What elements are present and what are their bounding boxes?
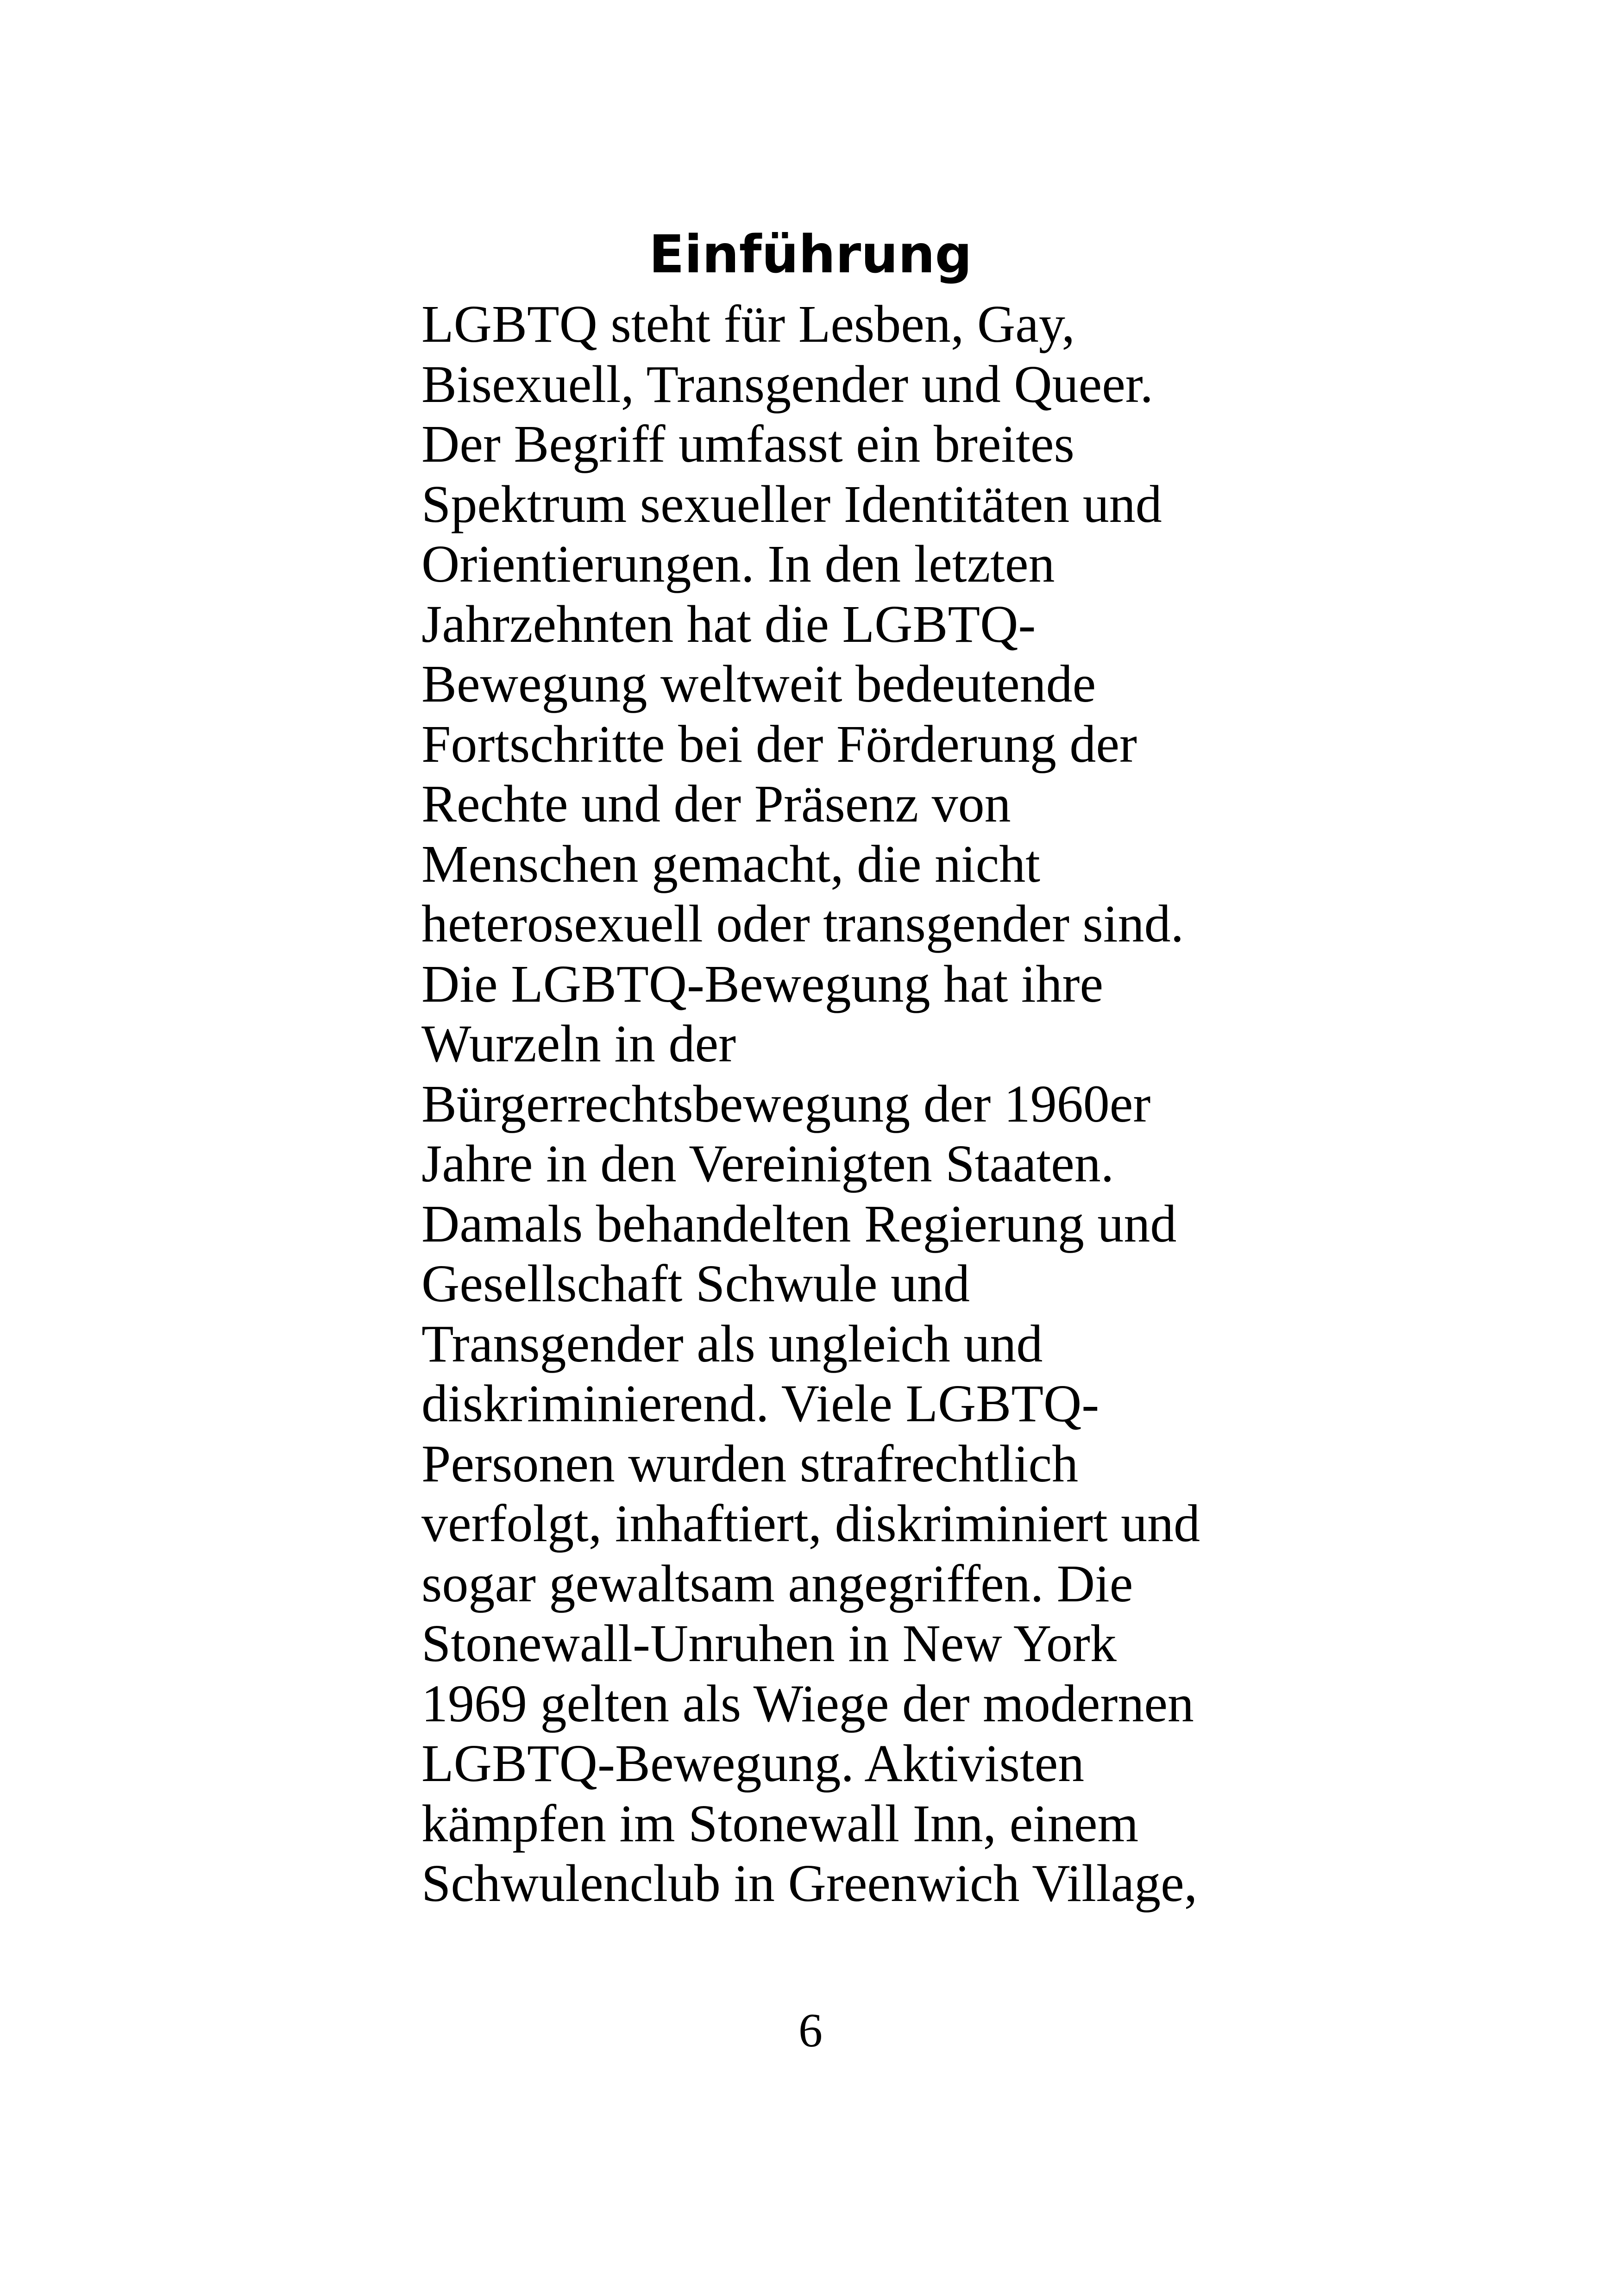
text-line: Menschen gemacht, die nicht [421, 834, 1040, 893]
text-line: Schwulenclub in Greenwich Village, [421, 1854, 1198, 1913]
text-line: Stonewall-Unruhen in New York [421, 1614, 1117, 1673]
text-line: 1969 gelten als Wiege der modernen [421, 1674, 1194, 1733]
text-line: LGBTQ-Bewegung. Aktivisten [421, 1734, 1085, 1793]
text-line: Bewegung weltweit bedeutende [421, 654, 1096, 713]
text-line: Jahrzehnten hat die LGBTQ- [421, 594, 1036, 653]
text-line: LGBTQ steht für Lesben, Gay, [421, 295, 1075, 353]
text-line: Bürgerrechtsbewegung der 1960er [421, 1074, 1151, 1133]
text-line: Jahre in den Vereinigten Staaten. [421, 1134, 1114, 1193]
text-line: Bisexuell, Transgender und Queer. [421, 354, 1153, 414]
text-line: verfolgt, inhaftiert, diskriminiert und [421, 1494, 1200, 1553]
text-line: Spektrum sexueller Identitäten und [421, 474, 1162, 533]
text-line: Transgender als ungleich und [421, 1314, 1043, 1373]
text-line: sogar gewaltsam angegriffen. Die [421, 1554, 1133, 1613]
page-number: 6 [798, 2004, 823, 2057]
text-line: Gesellschaft Schwule und [421, 1254, 970, 1313]
text-line: Orientierungen. In den letzten [421, 534, 1055, 593]
text-line: Rechte und der Präsenz von [421, 774, 1011, 833]
text-line: Damals behandelten Regierung und [421, 1194, 1177, 1253]
text-line: kämpfen im Stonewall Inn, einem [421, 1794, 1139, 1853]
chapter-heading: Einführung [649, 225, 972, 285]
text-line: Fortschritte bei der Förderung der [421, 714, 1137, 773]
text-line: Der Begriff umfasst ein breites [421, 414, 1074, 473]
text-line: heterosexuell oder transgender sind. [421, 894, 1184, 953]
text-line: Personen wurden strafrechtlich [421, 1434, 1079, 1493]
text-line: Wurzeln in der [421, 1014, 736, 1073]
text-line: Die LGBTQ-Bewegung hat ihre [421, 954, 1104, 1013]
body-text [421, 294, 1209, 1913]
text-line: diskriminierend. Viele LGBTQ- [421, 1374, 1100, 1433]
